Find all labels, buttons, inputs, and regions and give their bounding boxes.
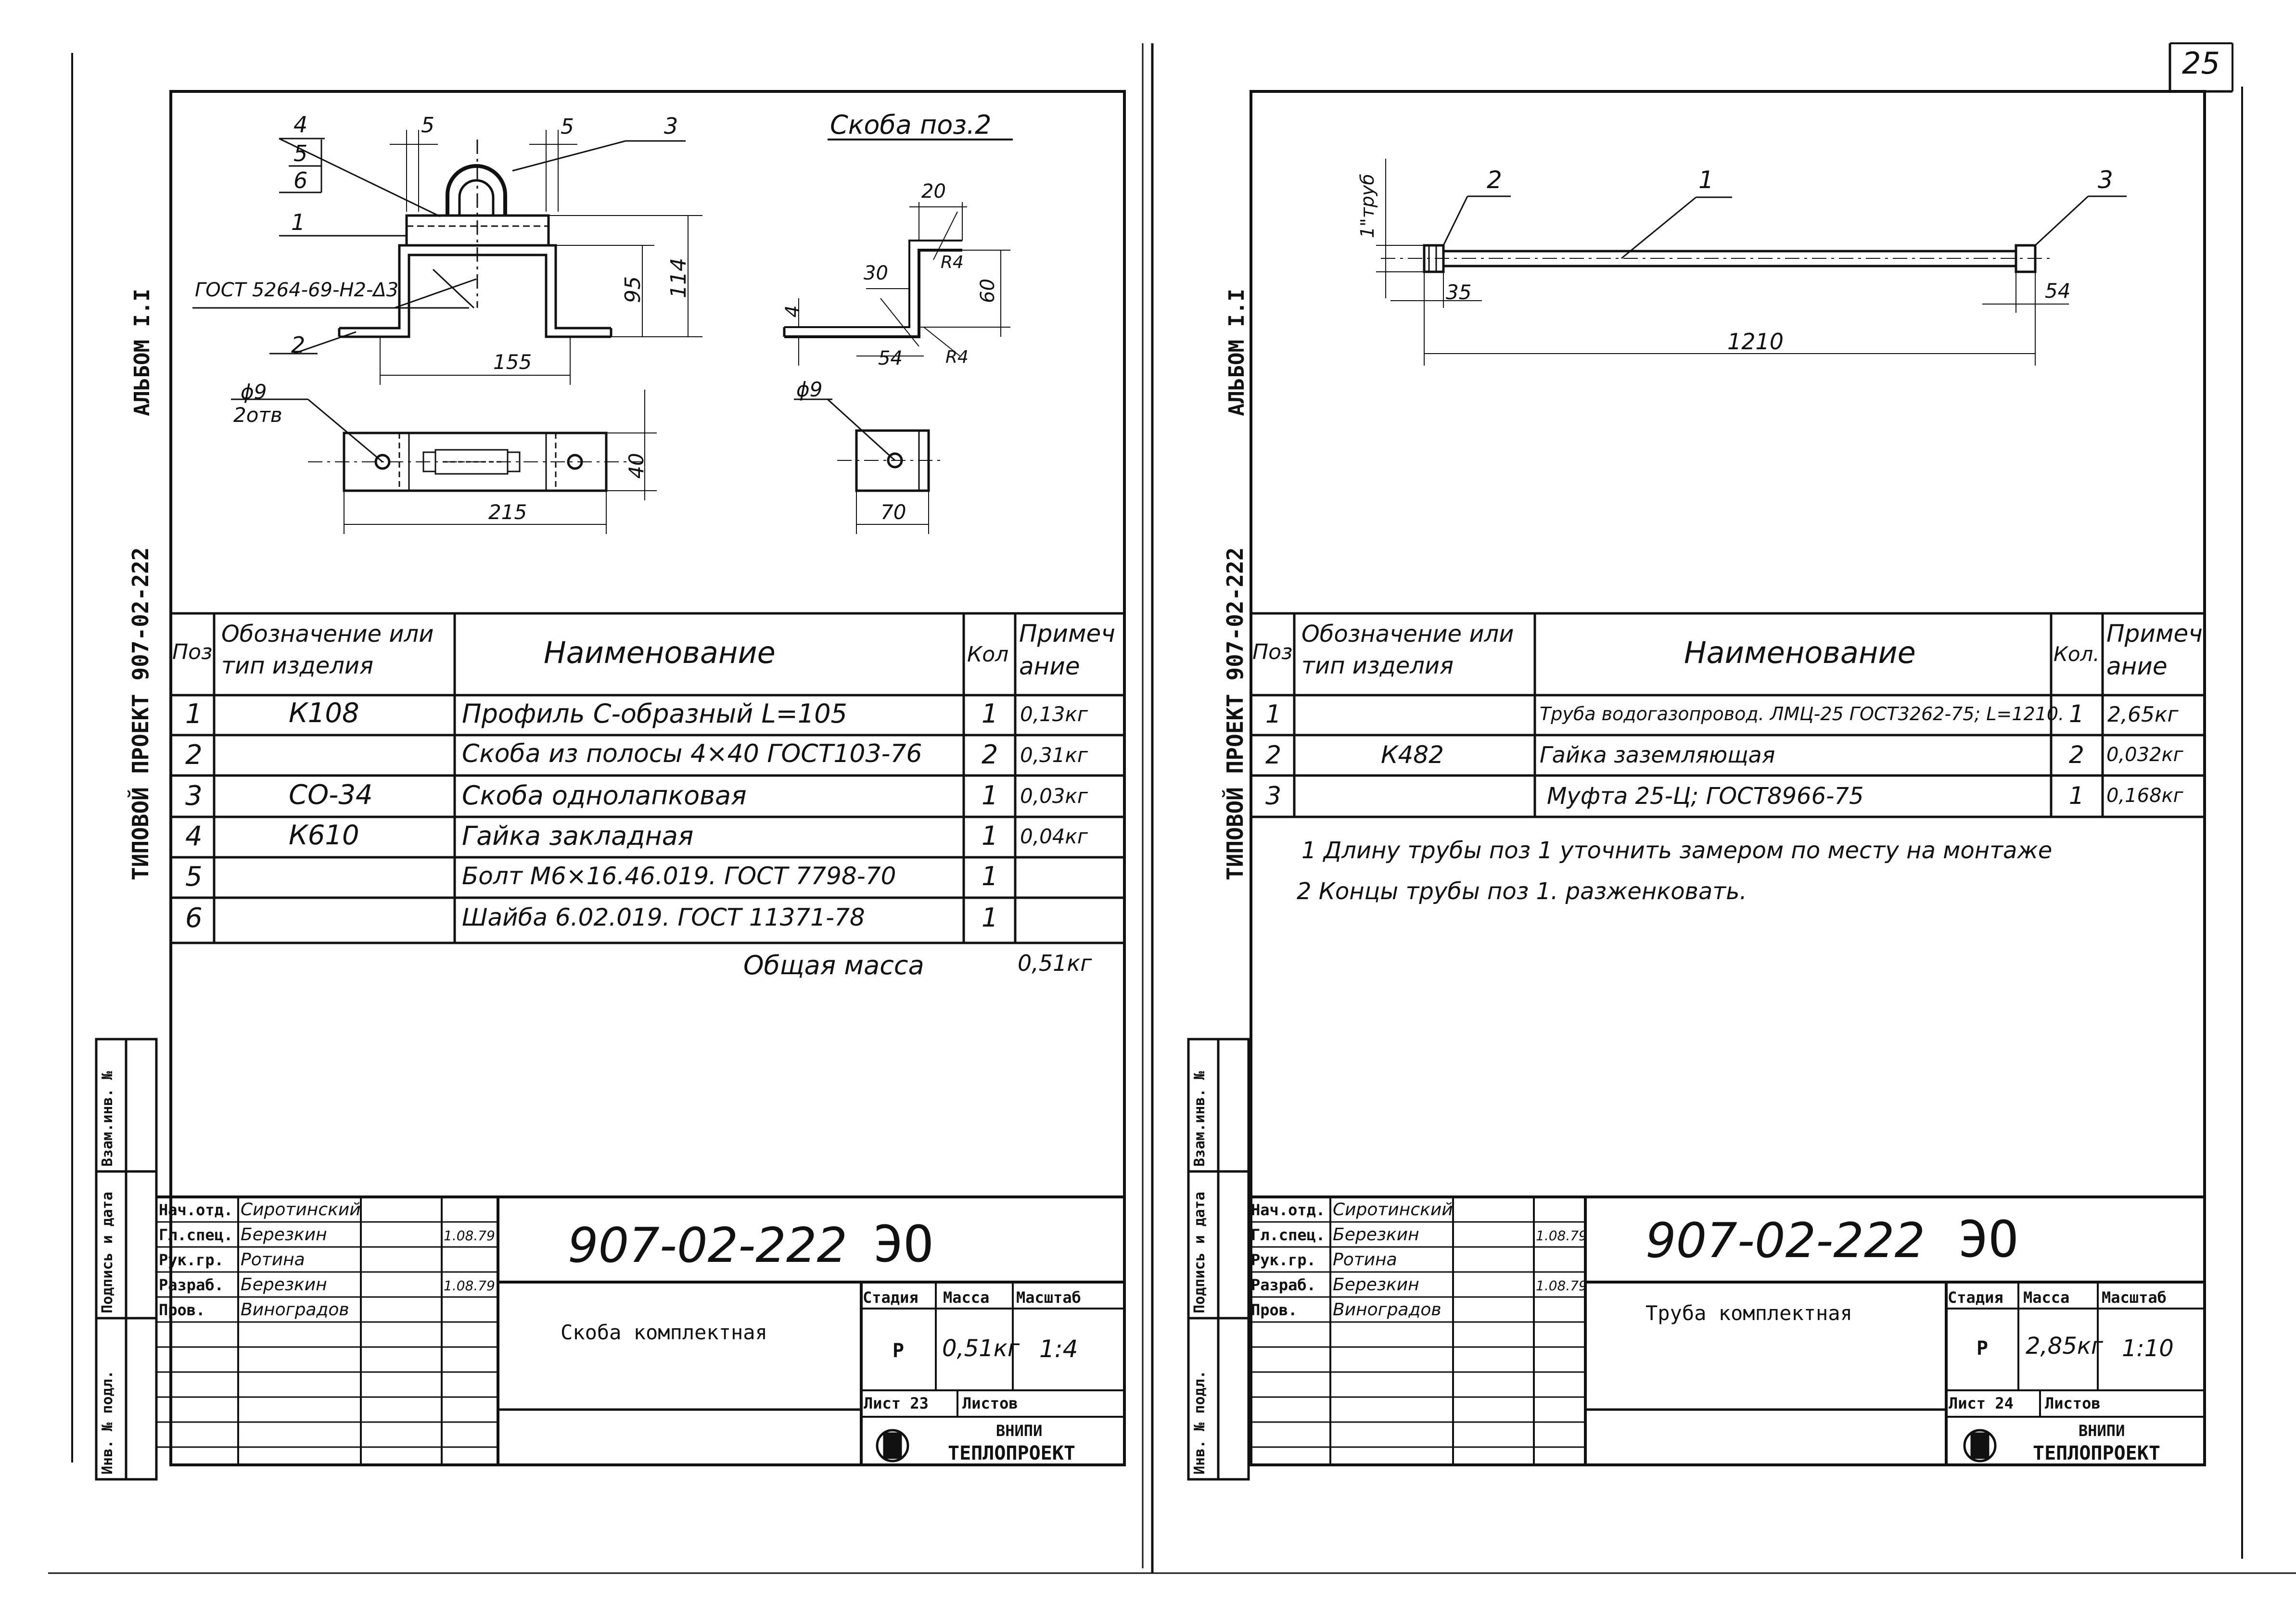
header-note: Примечание	[1019, 620, 1115, 680]
row3-note: 0,03кг	[1020, 784, 1088, 808]
org-line2-right: ТЕПЛОПРОЕКТ	[2033, 1442, 2160, 1464]
header-name-right: Наименование	[1684, 635, 1916, 670]
right-row1-name: Труба водогазопровод. ЛМЦ-25 ГОСТ3262-75; L=1210.	[1540, 703, 2065, 725]
date-chief: 1.08.79	[444, 1228, 495, 1244]
mass-label-right: Масса	[2023, 1288, 2070, 1307]
row5-name: Болт М6×16.46.019. ГОСТ 7798-70	[462, 862, 896, 890]
dim-54: 54	[878, 347, 903, 369]
project-label-left: ТИПОВОЙ ПРОЕКТ 907-02-222	[128, 547, 153, 880]
total-mass-label: Общая масса	[743, 950, 924, 980]
mass-value-left: 0,51кг	[942, 1335, 1020, 1362]
role-head-right: Нач.отд.	[1251, 1201, 1326, 1219]
row1-designation: К108	[289, 698, 359, 729]
row3-pos: 3	[185, 780, 203, 812]
name-developer: Березкин	[241, 1275, 327, 1295]
dim-radius-top: R4	[941, 253, 964, 272]
callout-2: 2	[291, 332, 306, 358]
row5-qty: 1	[982, 861, 998, 891]
role-developer-right: Разраб.	[1251, 1276, 1316, 1294]
doc-mark-right: ЭО	[1958, 1210, 2019, 1269]
stamp-replace-right: Взам.инв. №	[1191, 1071, 1208, 1167]
dim-60: 60	[977, 279, 999, 303]
bracket-front-view	[192, 130, 702, 385]
row1-pos: 1	[185, 699, 203, 730]
callout-4: 4	[293, 112, 308, 138]
header-pos-right: Поз	[1252, 640, 1293, 664]
dim-35: 35	[1446, 280, 1472, 304]
role-chief-right: Гл.спец.	[1251, 1226, 1326, 1244]
row4-designation: К610	[289, 820, 359, 851]
right-row1-note: 2,65кг	[2107, 702, 2179, 727]
album-label-left: АЛЬБОМ I.I	[130, 289, 154, 416]
project-label-right: ТИПОВОЙ ПРОЕКТ 907-02-222	[1222, 547, 1248, 880]
album-label-right: АЛЬБОМ I.I	[1225, 289, 1249, 416]
doc-code-right: 907-02-222	[1645, 1212, 1926, 1269]
role-head: Нач.отд.	[159, 1201, 233, 1219]
header-name: Наименование	[544, 635, 776, 670]
header-qty: Кол	[967, 642, 1009, 667]
doc-mark-left: ЭО	[873, 1215, 934, 1273]
name-developer-right: Березкин	[1333, 1275, 1419, 1295]
sheet-label-right: Лист 24	[1949, 1394, 2014, 1412]
dim-hole-count: 2отв	[233, 403, 282, 427]
dim-4: 4	[782, 305, 804, 318]
right-row1-qty: 1	[2069, 700, 2084, 728]
scale-value-left: 1:4	[1039, 1335, 1078, 1363]
date-developer: 1.08.79	[444, 1278, 495, 1294]
doc-code-left: 907-02-222	[568, 1217, 848, 1273]
stage-label-right: Стадия	[1948, 1288, 2003, 1307]
row2-pos: 2	[185, 739, 203, 771]
dim-1210: 1210	[1727, 329, 1784, 355]
callout-1-right: 1	[1698, 166, 1714, 194]
row1-qty: 1	[982, 699, 998, 729]
dim-155: 155	[493, 350, 532, 374]
row2-qty: 2	[982, 739, 998, 770]
right-row3-qty: 1	[2069, 782, 2084, 810]
dim-95: 95	[621, 276, 645, 303]
right-row3-note: 0,168кг	[2106, 785, 2183, 807]
row1-name: Профиль С-образный L=105	[462, 699, 847, 729]
callout-5: 5	[293, 140, 308, 166]
row1-note: 0,13кг	[1020, 702, 1088, 726]
role-checker-right: Пров.	[1251, 1301, 1298, 1319]
row3-qty: 1	[982, 780, 998, 811]
item-name-right: Труба комплектная	[1645, 1301, 1852, 1325]
dim-54-right: 54	[2045, 279, 2071, 303]
scale-value-right: 1:10	[2122, 1335, 2174, 1362]
header-designation-right: Обозначение или тип изделия	[1301, 621, 1514, 679]
row4-name: Гайка закладная	[462, 821, 694, 851]
role-lead-right: Рук.гр.	[1251, 1251, 1316, 1269]
dim-hole-diameter-2: ϕ9	[796, 378, 823, 401]
date-developer-right: 1.08.79	[1536, 1278, 1587, 1294]
header-designation: Обозначение или тип изделия	[221, 621, 434, 679]
role-developer: Разраб.	[159, 1276, 224, 1294]
name-head-right: Сиротинский	[1333, 1200, 1453, 1220]
row5-pos: 5	[185, 861, 203, 892]
name-head: Сиротинский	[241, 1200, 361, 1220]
name-checker-right: Виноградов	[1333, 1300, 1441, 1320]
dim-5b: 5	[561, 114, 574, 139]
name-checker: Виноградов	[241, 1300, 349, 1320]
dim-215: 215	[488, 500, 527, 524]
stage-label-left: Стадия	[863, 1288, 918, 1307]
right-row2-name: Гайка заземляющая	[1540, 742, 1775, 768]
dim-5a: 5	[421, 113, 434, 138]
note-2: 2 Концы трубы поз 1. разженковать.	[1297, 878, 1747, 905]
org-logo-right	[1964, 1430, 1995, 1461]
stage-value-right: Р	[1977, 1337, 1989, 1360]
total-mass-value: 0,51кг	[1018, 950, 1092, 976]
org-line1-right: ВНИПИ	[2079, 1422, 2125, 1440]
role-chief: Гл.спец.	[159, 1226, 233, 1244]
name-lead: Ротина	[241, 1250, 305, 1270]
row3-designation: СО-34	[289, 779, 373, 811]
stamp-inv-left: Инв. № подл.	[99, 1370, 116, 1475]
row6-qty: 1	[982, 903, 998, 933]
date-chief-right: 1.08.79	[1536, 1228, 1587, 1244]
org-logo-left	[877, 1430, 908, 1461]
dim-30: 30	[864, 262, 888, 284]
org-line2-left: ТЕПЛОПРОЕКТ	[948, 1442, 1075, 1464]
gost-weld-note: ГОСТ 5264-69-Н2-Δ3	[195, 279, 399, 301]
org-line1-left: ВНИПИ	[996, 1422, 1043, 1440]
stamp-sign-right: Подпись и дата	[1191, 1192, 1208, 1313]
header-qty-right: Кол.	[2054, 642, 2100, 666]
callout-6: 6	[293, 167, 308, 193]
callout-2-right: 2	[1487, 166, 1502, 194]
mass-value-right: 2,85кг	[2026, 1333, 2104, 1360]
callout-3-right: 3	[2098, 166, 2113, 194]
header-note-right: Примечание	[2106, 620, 2203, 680]
right-row2-note: 0,032кг	[2106, 744, 2183, 766]
right-row1-pos: 1	[1265, 700, 1282, 729]
page-number: 25	[2182, 46, 2220, 81]
role-lead: Рук.гр.	[159, 1251, 224, 1269]
header-pos: Поз	[172, 640, 213, 664]
dim-20: 20	[921, 180, 946, 203]
scale-label-right: Масштаб	[2102, 1288, 2167, 1307]
stage-value-left: Р	[893, 1340, 905, 1362]
row4-note: 0,04кг	[1020, 825, 1088, 848]
row3-name: Скоба однолапковая	[462, 780, 747, 811]
stamp-replace-left: Взам.инв. №	[99, 1071, 116, 1167]
item-name-left: Скоба комплектная	[561, 1321, 767, 1344]
name-chief: Березкин	[241, 1225, 327, 1245]
dim-hole-diameter: ϕ9	[241, 380, 267, 404]
sheet-label-left: Лист 23	[864, 1394, 929, 1412]
right-row2-designation: К482	[1381, 741, 1444, 769]
sheets-label-left: Листов	[962, 1394, 1018, 1412]
stamp-sign-left: Подпись и дата	[99, 1192, 116, 1313]
dim-70: 70	[880, 500, 906, 524]
row6-pos: 6	[185, 903, 203, 934]
drawing-title-left: Скоба поз.2	[830, 110, 992, 140]
row2-note: 0,31кг	[1020, 743, 1088, 767]
dim-40: 40	[625, 453, 648, 479]
callout-1: 1	[291, 209, 306, 235]
row6-name: Шайба 6.02.019. ГОСТ 11371-78	[462, 903, 865, 931]
right-row2-qty: 2	[2069, 741, 2084, 769]
bracket-plan-view	[231, 390, 657, 534]
right-row3-name: Муфта 25-Ц; ГОСТ8966-75	[1547, 783, 1864, 810]
dim-114: 114	[666, 258, 691, 298]
row4-pos: 4	[185, 821, 203, 852]
right-row2-pos: 2	[1265, 741, 1282, 770]
row2-name: Скоба из полосы 4×40 ГОСТ103-76	[462, 739, 922, 768]
dim-thread: 1"труб	[1357, 174, 1378, 238]
callout-3: 3	[664, 113, 678, 139]
name-lead-right: Ротина	[1333, 1250, 1397, 1270]
role-checker: Пров.	[159, 1301, 205, 1319]
dim-radius-bottom: R4	[945, 347, 969, 367]
mass-label-left: Масса	[943, 1288, 990, 1307]
name-chief-right: Березкин	[1333, 1225, 1419, 1245]
right-row3-pos: 3	[1265, 782, 1282, 811]
stamp-inv-right: Инв. № подл.	[1191, 1370, 1208, 1475]
note-1: 1 Длину трубы поз 1 уточнить замером по месту на монтаже	[1301, 837, 2053, 864]
sheets-label-right: Листов	[2045, 1394, 2101, 1412]
row4-qty: 1	[982, 821, 998, 851]
scale-label-left: Масштаб	[1016, 1288, 1081, 1307]
